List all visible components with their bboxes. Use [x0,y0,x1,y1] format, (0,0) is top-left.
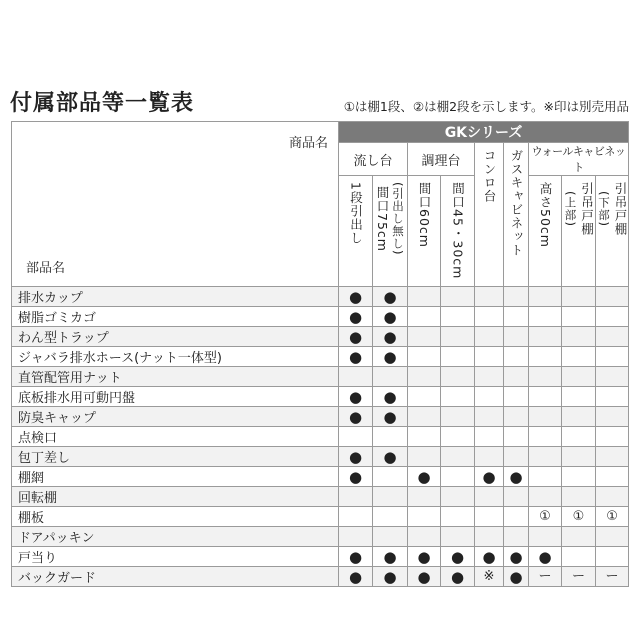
part-name: 排水カップ [12,287,339,307]
table-cell: ① [562,507,596,527]
table-cell: ● [529,547,562,567]
table-cell [339,487,373,507]
part-name: 棚網 [12,467,339,487]
table-row [12,407,629,427]
part-name: ドアパッキン [12,527,339,547]
part-name: 包丁差し [12,447,339,467]
table-cell: ● [339,327,373,347]
table-cell [408,527,441,547]
table-cell [441,347,475,367]
table-cell [596,387,629,407]
table-cell [441,527,475,547]
table-cell [596,347,629,367]
table-cell: ● [373,327,408,347]
table-cell [475,427,504,447]
table-cell [408,367,441,387]
part-name: 底板排水用可動円盤 [12,387,339,407]
table-cell: ● [504,547,529,567]
table-cell [441,427,475,447]
table-cell [562,407,596,427]
table-cell [441,287,475,307]
col-stove: コンロ台 [475,143,504,287]
table-row [12,347,629,367]
table-cell [441,307,475,327]
col-sink-drawer: 1段引出し [339,176,373,287]
table-cell [529,347,562,367]
table-cell [441,367,475,387]
table-cell [475,287,504,307]
table-cell [529,467,562,487]
table-row [12,507,629,527]
table-cell: ● [408,567,441,587]
table-cell [373,367,408,387]
table-cell [475,507,504,527]
table-cell [475,407,504,427]
table-cell: ● [339,347,373,367]
table-cell [596,467,629,487]
table-cell [529,327,562,347]
table-cell: ー [596,567,629,587]
table-cell [441,407,475,427]
part-name: 棚板 [12,507,339,527]
table-cell [408,447,441,467]
table-cell [562,347,596,367]
table-row [12,487,629,507]
table-cell: ● [339,407,373,427]
table-cell: ● [373,307,408,327]
table-cell: ● [373,387,408,407]
table-cell [529,387,562,407]
table-cell [504,287,529,307]
group-prep: 調理台 [408,143,475,176]
table-cell: ● [339,447,373,467]
table-cell [562,307,596,327]
table-cell [504,447,529,467]
col-prep-45-30: 間口45・30cm [441,176,475,287]
table-cell [339,507,373,527]
table-cell [596,307,629,327]
table-cell [339,427,373,447]
table-cell [408,287,441,307]
table-cell [441,447,475,467]
table-cell [596,427,629,447]
table-cell [373,487,408,507]
table-cell: ー [529,567,562,587]
table-cell [441,507,475,527]
table-cell [504,367,529,387]
table-cell: ● [408,467,441,487]
table-cell [475,527,504,547]
table-cell [504,507,529,527]
table-cell [504,327,529,347]
table-cell [562,367,596,387]
table-row [12,427,629,447]
table-row [12,447,629,467]
table-cell [408,507,441,527]
table-cell [529,447,562,467]
table-cell [475,307,504,327]
table-cell [475,387,504,407]
table-cell [373,467,408,487]
table-cell [529,287,562,307]
table-cell [562,327,596,347]
table-cell [373,507,408,527]
table-cell [504,347,529,367]
table-cell [373,427,408,447]
legend-note: ①は棚1段、②は棚2段を示します。※印は別売用品 [343,99,629,114]
table-cell [475,327,504,347]
table-row [12,387,629,407]
table-cell: ● [373,407,408,427]
table-cell [408,327,441,347]
table-cell [596,407,629,427]
table-cell: ● [475,547,504,567]
table-cell: ● [441,547,475,567]
table-row [12,287,629,307]
table-cell [373,527,408,547]
table-cell [562,527,596,547]
part-name: バックガード [12,567,339,587]
table-cell [562,427,596,447]
table-cell [441,327,475,347]
part-name: ジャバラ排水ホース(ナット一体型) [12,347,339,367]
table-cell [562,487,596,507]
table-row [12,467,629,487]
table-cell: ● [373,447,408,467]
table-cell: ● [373,547,408,567]
parts-table [11,121,629,587]
table-cell [562,287,596,307]
table-cell [529,487,562,507]
group-sink: 流し台 [339,143,408,176]
table-cell [408,427,441,447]
table-cell: ● [475,467,504,487]
group-wall-cabinet: ウォールキャビネット [529,143,629,176]
table-row [12,307,629,327]
table-row [12,327,629,347]
table-cell [441,487,475,507]
table-cell [596,547,629,567]
table-row [12,567,629,587]
table-cell [596,287,629,307]
table-cell: ① [529,507,562,527]
table-cell [529,367,562,387]
table-cell [596,327,629,347]
table-cell [562,467,596,487]
table-cell [339,367,373,387]
table-cell: ● [373,287,408,307]
table-cell [408,387,441,407]
series-header: GKシリーズ [339,122,629,143]
table-cell: ● [339,387,373,407]
table-cell: ● [339,287,373,307]
table-cell [475,487,504,507]
table-cell [408,407,441,427]
table-cell [504,387,529,407]
table-cell [529,407,562,427]
table-cell: ● [339,467,373,487]
part-name: わん型トラップ [12,327,339,347]
table-cell [504,407,529,427]
table-cell [441,467,475,487]
table-cell: ● [373,347,408,367]
header-corner [12,122,339,287]
table-cell [339,527,373,547]
table-cell [596,447,629,467]
table-cell: ※ [475,567,504,587]
table-cell: ー [562,567,596,587]
table-cell [408,487,441,507]
table-cell [475,367,504,387]
table-cell: ● [408,547,441,567]
table-cell [596,487,629,507]
part-name: 樹脂ゴミカゴ [12,307,339,327]
part-name: 直管配管用ナット [12,367,339,387]
table-cell [529,307,562,327]
table-cell [562,387,596,407]
table-cell: ● [339,567,373,587]
table-cell [408,307,441,327]
table-cell [504,427,529,447]
table-row [12,527,629,547]
part-name: 戸当り [12,547,339,567]
table-cell [504,527,529,547]
table-cell [562,547,596,567]
table-cell [408,347,441,367]
table-cell [504,487,529,507]
part-name: 防臭キャップ [12,407,339,427]
table-cell [529,427,562,447]
col-prep-60: 間口60cm [408,176,441,287]
table-cell: ● [441,567,475,587]
table-cell [596,367,629,387]
table-cell [529,527,562,547]
table-cell: ● [373,567,408,587]
table-cell: ● [339,307,373,327]
table-cell [475,447,504,467]
product-name-label: 商品名 [288,136,328,151]
page-title: 付属部品等一覧表 [10,91,195,116]
col-wall-50: 高さ50cm [529,176,562,287]
table-cell [441,387,475,407]
col-wall-lower: 引吊戸棚 (下部) [596,176,629,287]
table-cell [596,527,629,547]
col-wall-upper: 引吊戸棚 (上部) [562,176,596,287]
part-name-label: 部品名 [26,261,66,276]
table-cell: ● [504,567,529,587]
table-row [12,547,629,567]
part-name: 点検口 [12,427,339,447]
table-row [12,367,629,387]
table-cell [475,347,504,367]
col-sink-75: (引出し無し) 間口75cm [373,176,408,287]
table-cell [562,447,596,467]
table-cell: ● [339,547,373,567]
col-gas-cabinet: ガスキャビネット [504,143,529,287]
table-cell: ● [504,467,529,487]
table-cell [504,307,529,327]
table-cell: ① [596,507,629,527]
part-name: 回転棚 [12,487,339,507]
